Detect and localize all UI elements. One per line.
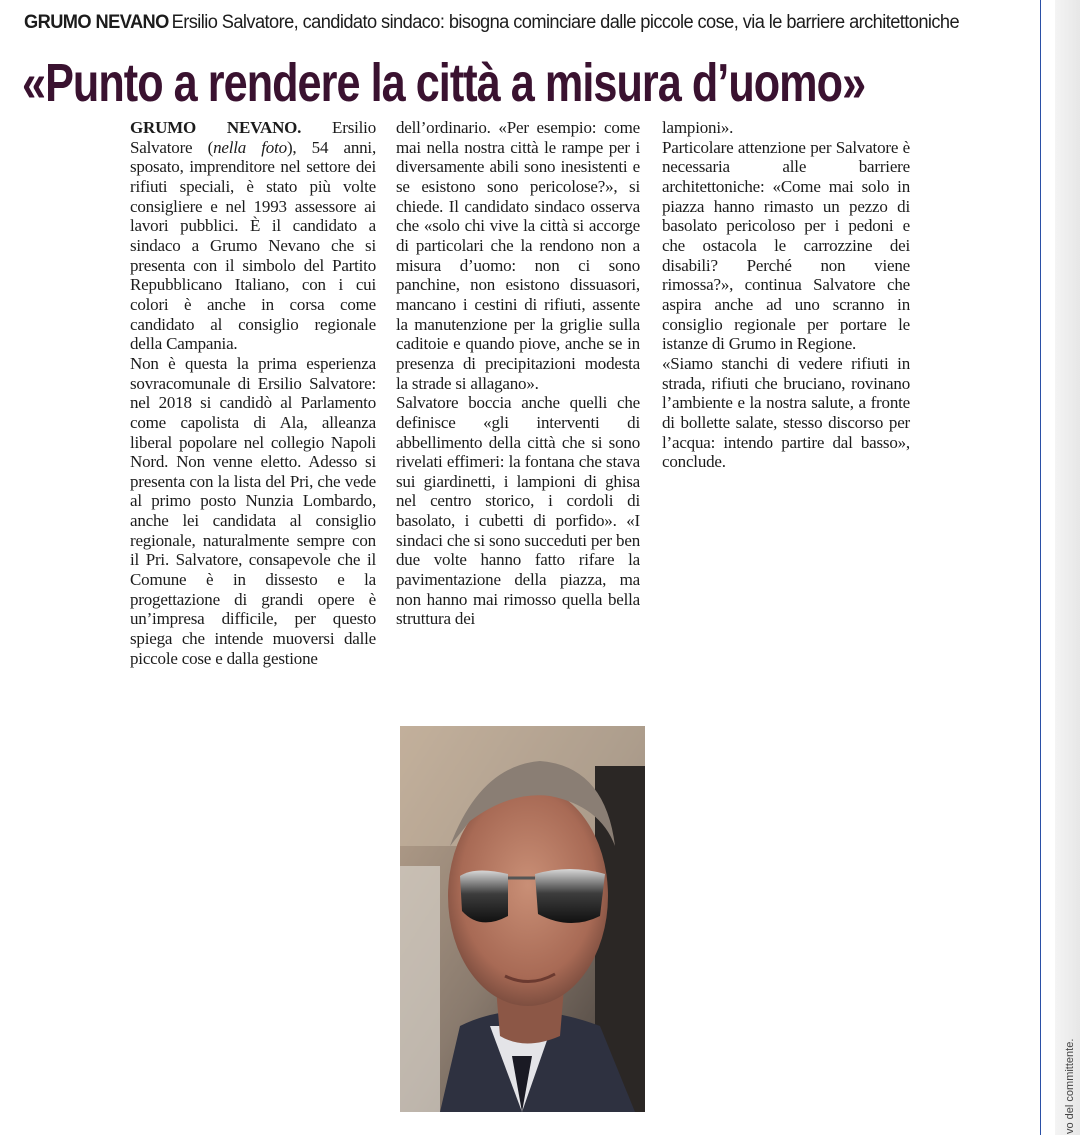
page-rule [1040, 0, 1041, 1135]
kicker-place: GRUMO NEVANO [24, 12, 169, 33]
paragraph-7: «Siamo stanchi di vedere rifiuti in strada, rifiuti che bruciano, rovinano l’ambiente e la nostra salute, a fronte di bollette salate, stesso discorso per l’acqua: intendo partire dal basso», conclude. [662, 353, 910, 472]
paragraph-text: Ersilio Salvatore ( [130, 118, 376, 157]
page-margin [1055, 0, 1080, 1135]
paragraph-4: Salvatore boccia anche quelli che definisce «gli interventi di abbellimento della città che si sono rivelati effimeri: la fontana che stava sui giardinetti, i lampioni di ghisa nel centro storico, i cordoli di basolato, i cubetti di porfido». «I sindaci che si sono succeduti per ben due volte hanno fatto rifare la pavimentazione della piazza, ma non hanno mai rimosso quella bella struttura dei [396, 393, 640, 629]
margin-note: vo del committente. [1064, 1038, 1076, 1134]
article-column-1 [130, 118, 376, 668]
photo-reference: nella foto [213, 137, 287, 157]
paragraph-5: lampioni». [662, 118, 734, 137]
paragraph-1 [130, 118, 376, 354]
paragraph-3: dell’ordinario. «Per esempio: come mai nella nostra città le rampe per i diversamente abili sono inesistenti e se esistono sono pericolose?», si chiede. Il candidato sindaco osserva che «solo chi vive la città si accorge di particolari che la rendono non a misura d’uomo: non ci sono panchine, non esistono dissuasori, mancano i cestini di rifiuti, assente la manutenzione per la griglie sulla caditoie e quando piove, anche se in presenza di precipitazioni modesta la strade si allagano». [396, 118, 640, 393]
paragraph-2: Non è questa la prima esperienza sovracomunale di Ersilio Salvatore: nel 2018 si candidò al Parlamento come capolista di Ala, alleanza liberal popolare nel collegio Napoli Nord. Non venne eletto. Adesso si presenta con la lista del Pri, che vede al primo posto Nunzia Lombardo, anche lei candidata al consiglio regionale, naturalmente sempre con il Pri. Salvatore, consapevole che il Comune è in dissesto e la progettazione di grandi opere è un’impresa difficile, per questo spiega che intende muoversi dalle piccole cose e dalla gestione [130, 353, 376, 668]
candidate-photo [400, 726, 645, 1112]
kicker-text: Ersilio Salvatore, candidato sindaco: bisogna cominciare dalle piccole cose, via le barriere architettoniche [171, 12, 960, 33]
article-column-2 [396, 118, 640, 629]
article-kicker [24, 11, 994, 35]
paragraph-6: Particolare attenzione per Salvatore è necessaria alle barriere architettoniche: «Come mai solo in piazza hanno rimasto un pezzo di basolato pericoloso per i pedoni e che ostacola le carrozzine dei disabili? Perché non viene rimossa?», continua Salvatore che aspira anche ad uno scranno in consiglio regionale per portare le istanze di Grumo in Regione. [662, 137, 910, 354]
dateline: GRUMO NEVANO. [130, 118, 302, 137]
article-headline: «Punto a rendere la città a misura d’uomo» [22, 53, 866, 113]
paragraph-text: ), 54 anni, sposato, imprenditore nel settore dei rifiuti speciali, è stato più volte consigliere e nel 1993 assessore ai lavori pubblici. È il candidato a sindaco a Grumo Nevano che si presenta con il simbolo del Partito Repubblicano Italiano, con i cui colori è anche in corsa come candidato al consiglio regionale della Campania. [130, 137, 376, 354]
article-column-3 [662, 118, 910, 472]
